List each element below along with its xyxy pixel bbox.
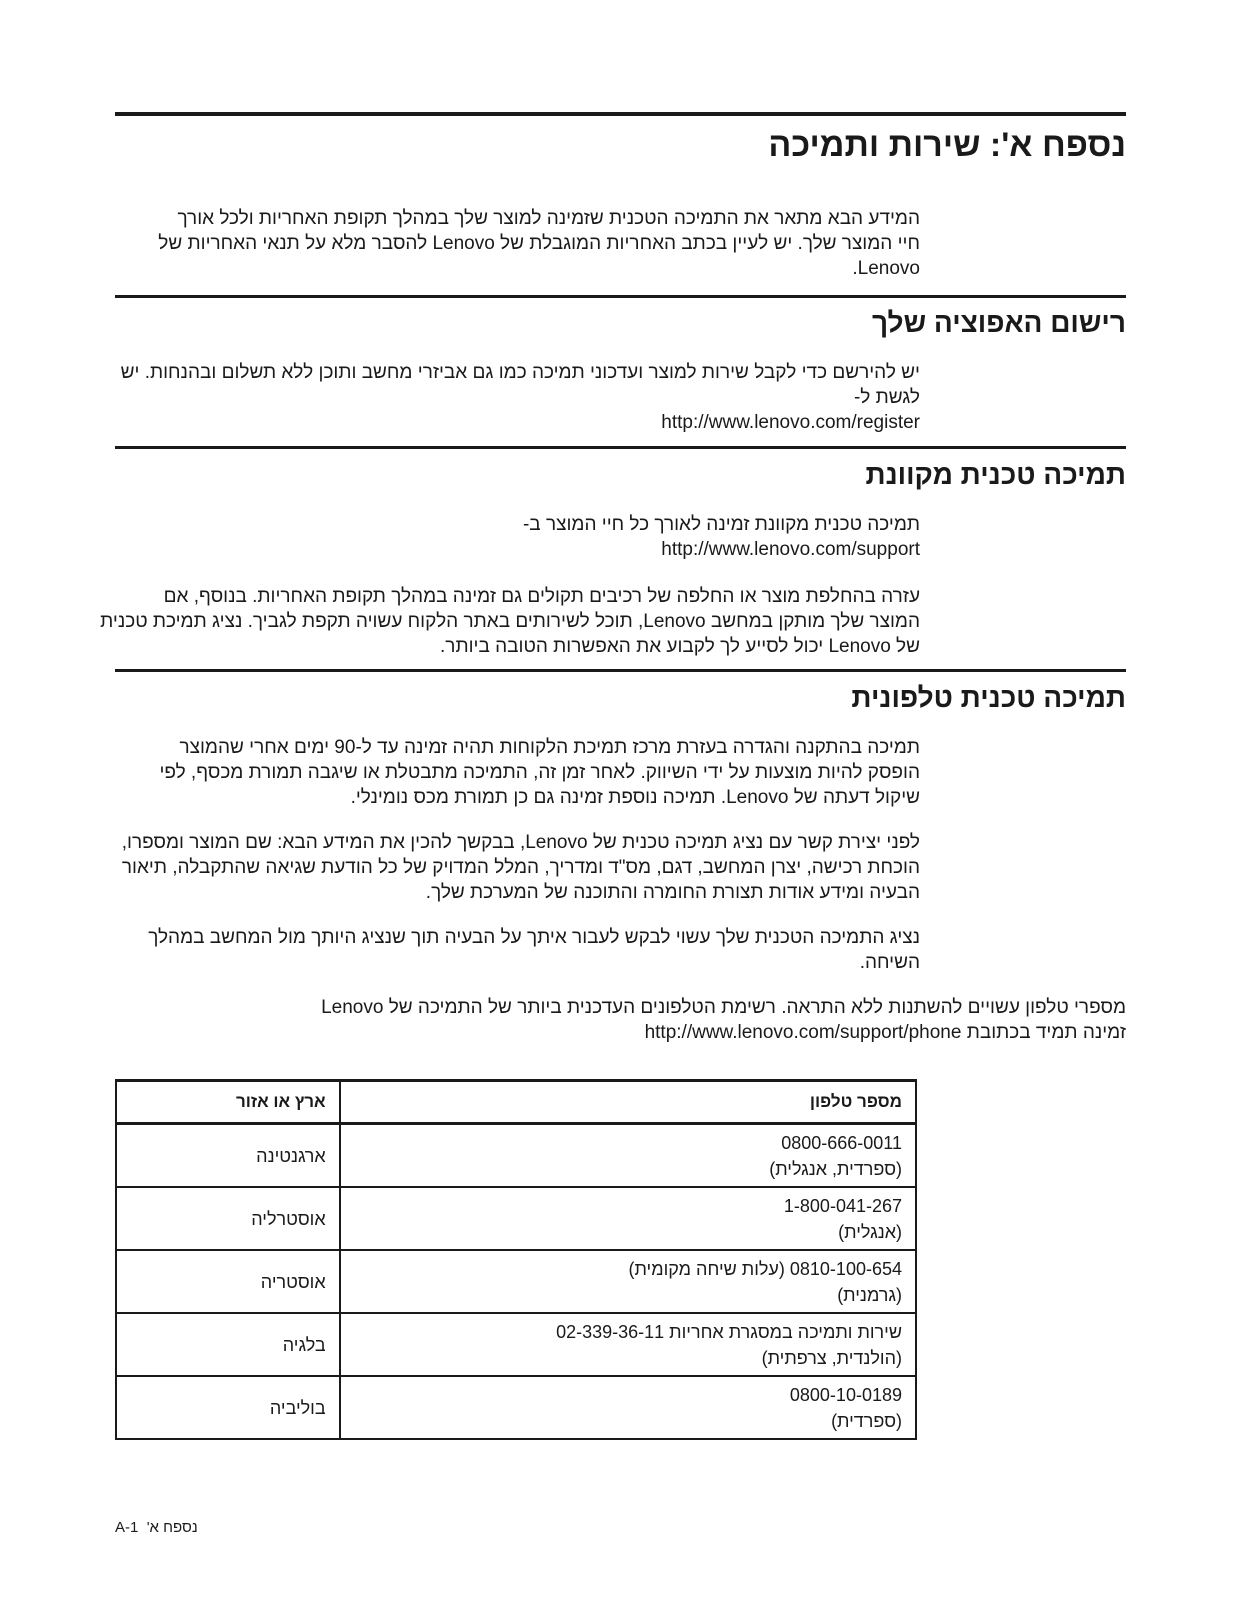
- intro-line: Lenovo.: [852, 258, 920, 279]
- phone-number-cell: [340, 1187, 916, 1250]
- country-cell: בוליביה: [116, 1376, 340, 1439]
- online-support-line: תמיכה טכנית מקוונת זמינה לאורך כל חיי המוצר ב-: [522, 514, 920, 535]
- top-rule: [115, 112, 1126, 116]
- table-row: [116, 1250, 916, 1313]
- online-support-line: עזרה בהחלפת מוצר או החלפה של רכיבים תקולים גם זמינה במהלך תקופת האחריות. בנוסף, אם: [163, 586, 920, 607]
- phone-language: (ספרדית): [831, 1410, 902, 1431]
- phone-number: 0800-666-0011: [781, 1132, 902, 1153]
- phone-number-cell: [340, 1313, 916, 1376]
- phone-support-line: זמינה תמיד בכתובת http://www.lenovo.com/support/phone: [644, 1022, 1126, 1043]
- online-support-line: המוצר שלך מותקן במחשב Lenovo, תוכל לשירותים באתר הלקוח עשויה תקפת לגביך. נציג תמיכת טכנית: [100, 611, 920, 632]
- country-cell: בלגיה: [116, 1313, 340, 1376]
- column-header-number: מספר טלפון: [340, 1081, 916, 1124]
- phone-number-cell: [340, 1376, 916, 1439]
- intro-line: חיי המוצר שלך. יש לעיין בכתב האחריות המוגבלת של Lenovo להסבר מלא על תנאי האחריות של: [158, 233, 920, 254]
- phone-number: 0800-10-0189: [789, 1384, 902, 1405]
- intro-line: המידע הבא מתאר את התמיכה הטכנית שזמינה למוצר שלך במהלך תקופת האחריות ולכל אורך: [177, 208, 920, 229]
- phone-number-cell: [340, 1250, 916, 1313]
- table-row: [116, 1313, 916, 1376]
- table-row: [116, 1376, 916, 1439]
- online-support-paragraph-1: [115, 512, 920, 562]
- table-header-row: [116, 1081, 916, 1124]
- country-cell: אוסטרליה: [116, 1187, 340, 1250]
- phone-support-line: תמיכה בהתקנה והגדרה בעזרת מרכז תמיכת הלקוחות תהיה זמינה עד ל-90 ימים אחרי שהמוצר: [179, 737, 920, 758]
- online-support-heading: תמיכה טכנית מקוונת: [865, 459, 1126, 490]
- footer-section-label: נספח א': [146, 1519, 198, 1536]
- page-footer: [115, 1519, 198, 1536]
- phone-language: (אנגלית): [838, 1221, 902, 1242]
- phone-support-paragraph-4: [116, 995, 1126, 1045]
- phone-number: 0810-100-654 (עלות שיחה מקומית): [628, 1258, 902, 1279]
- page-title: נספח א': שירות ותמיכה: [768, 126, 1126, 164]
- country-cell: ארגנטינה: [116, 1124, 340, 1188]
- support-url[interactable]: http://www.lenovo.com/support: [661, 539, 920, 560]
- country-cell: אוסטריה: [116, 1250, 340, 1313]
- phone-support-paragraph-1: [115, 735, 920, 810]
- phone-support-line: הבעיה ומידע אודות תצורת החומרה והתוכנה של המערכת שלך.: [425, 882, 920, 903]
- section-rule: [115, 446, 1126, 449]
- phone-number-cell: [340, 1124, 916, 1188]
- phone-language: (ספרדית, אנגלית): [769, 1158, 902, 1179]
- phone-language: (הולנדית, צרפתית): [761, 1347, 902, 1368]
- phone-support-line: השיחה.: [859, 952, 920, 973]
- online-support-paragraph-2: [100, 584, 920, 659]
- registration-line: יש להירשם כדי לקבל שירות למוצר ועדכוני תמיכה כמו גם אביזרי מחשב ותוכן ללא תשלום ובהנחות. יש: [120, 362, 920, 383]
- phone-support-line: לפני יצירת קשר עם נציג תמיכה טכנית של Lenovo, בבקשך להכין את המידע הבא: שם המוצר ומספרו,: [121, 832, 920, 853]
- phone-support-heading: תמיכה טכנית טלפונית: [851, 682, 1126, 713]
- phone-number: שירות ותמיכה במסגרת אחריות 02-339-36-11: [556, 1321, 902, 1342]
- phone-support-line: נציג התמיכה הטכנית שלך עשוי לבקש לעבור איתך על הבעיה תוך שנציג היותך מול המחשב במהלך: [148, 927, 920, 948]
- registration-line: לגשת ל-: [853, 387, 920, 408]
- online-support-line: של Lenovo יכול לסייע לך לקבוע את האפשרות הטובה ביותר.: [440, 636, 920, 657]
- phone-language: (גרמנית): [837, 1284, 902, 1305]
- table-row: [116, 1187, 916, 1250]
- phone-support-line: הוכחת רכישה, יצרן המחשב, דגם, מס"ד ומדריך, המלל המדויק של כל הודעת שגיאה שהתקבלה, תיאור: [121, 857, 920, 878]
- phone-support-line: מספרי טלפון עשויים להשתנות ללא התראה. רשימת הטלפונים העדכנית ביותר של התמיכה של Lenovo: [321, 997, 1126, 1018]
- phone-numbers-table: [115, 1079, 917, 1440]
- intro-paragraph: [115, 206, 920, 281]
- phone-support-line: שיקול דעתה של Lenovo. תמיכה נוספת זמינה גם כן תמורת מכס נומינלי.: [350, 787, 920, 808]
- phone-support-paragraph-2: [115, 830, 920, 905]
- registration-heading: רישום האפוציה שלך: [871, 307, 1126, 338]
- section-rule: [115, 295, 1126, 298]
- phone-number: 1-800-041-267: [783, 1195, 902, 1216]
- column-header-country: ארץ או אזור: [116, 1081, 340, 1124]
- page-number: A-1: [115, 1519, 139, 1536]
- registration-paragraph: [115, 360, 920, 435]
- phone-support-paragraph-3: [115, 925, 920, 975]
- table-row: [116, 1124, 916, 1188]
- phone-support-line: הופסק להיות מוצעות על ידי השיווק. לאחר זמן זה, התמיכה מתבטלת או שיגבה תמורת מכסף, לפי: [159, 762, 920, 783]
- section-rule: [115, 669, 1126, 672]
- registration-url[interactable]: http://www.lenovo.com/register: [661, 412, 920, 433]
